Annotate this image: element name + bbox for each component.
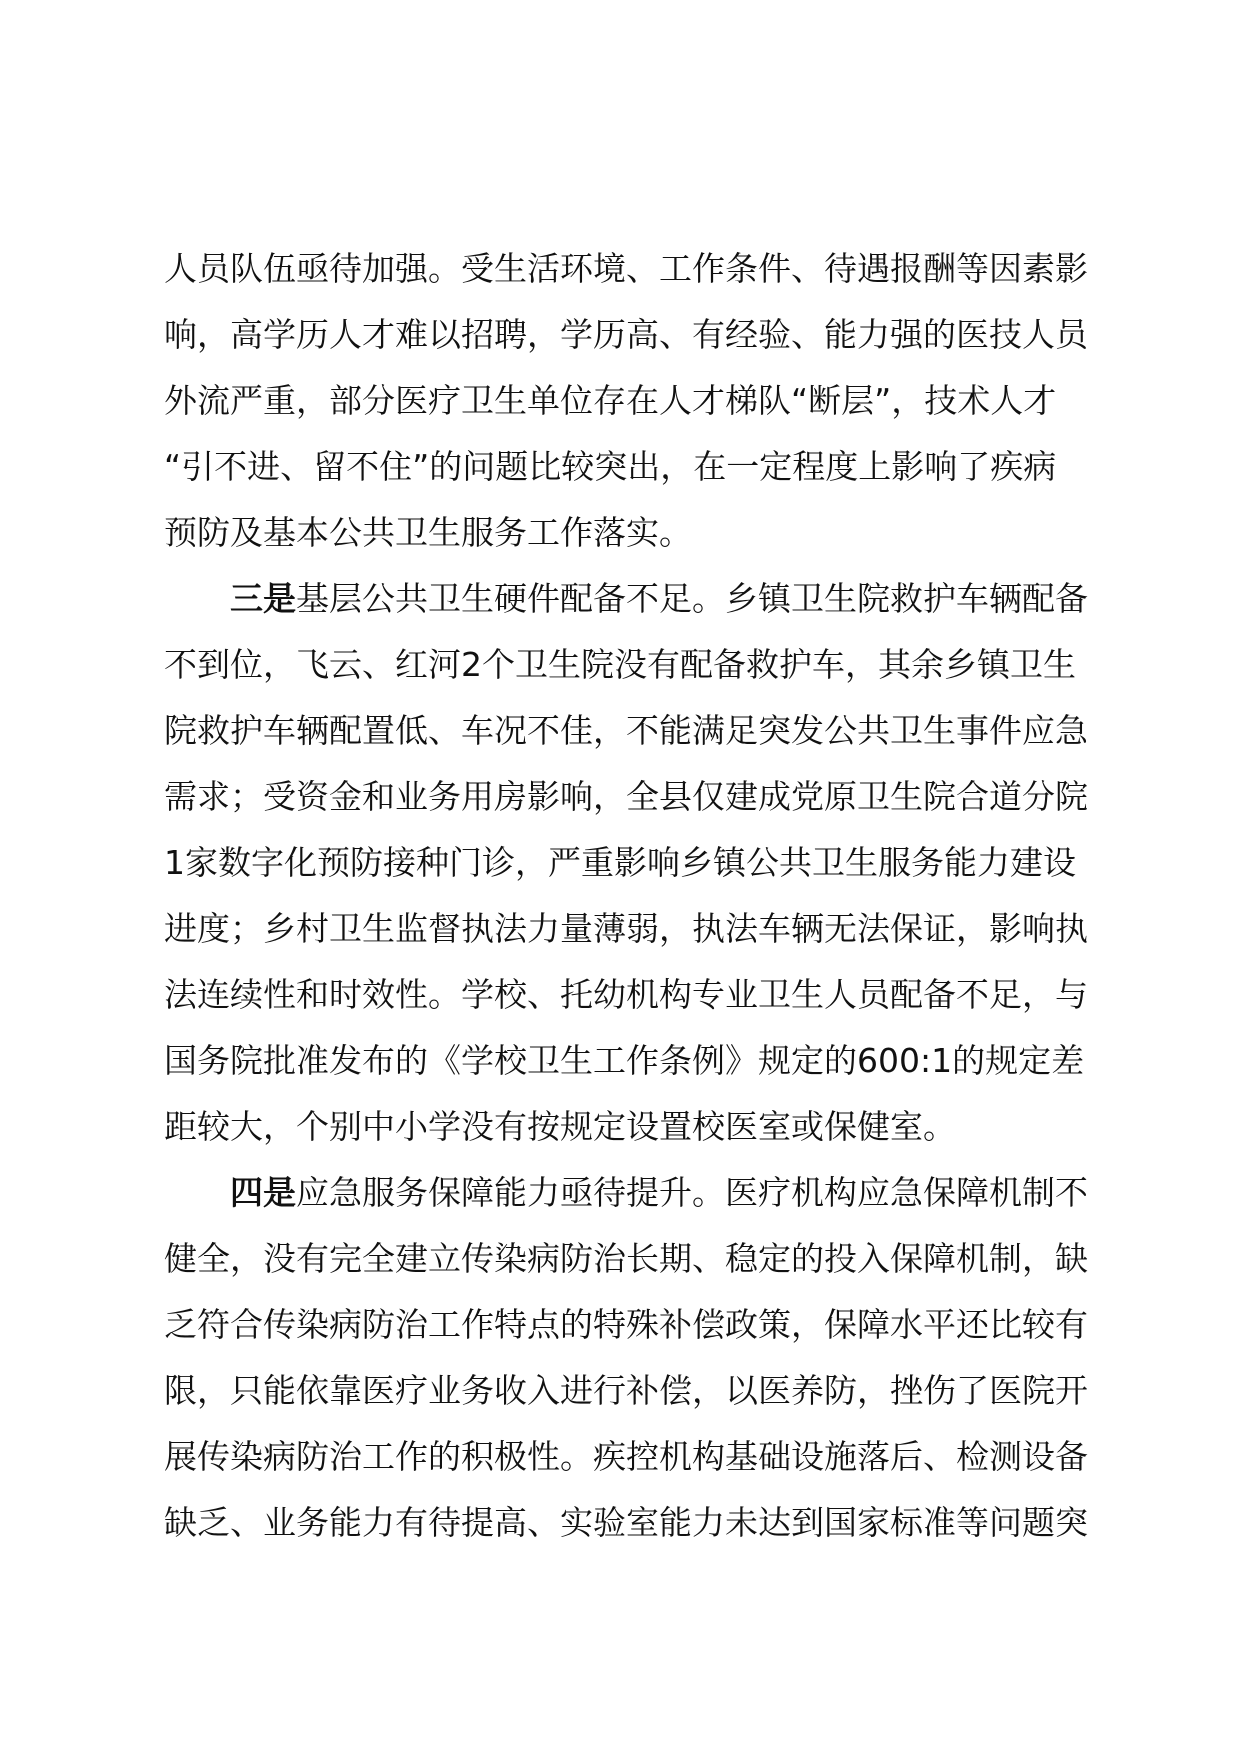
paragraph-line: 响，高学历人才难以招聘，学历高、有经验、能力强的医技人员 <box>164 315 1088 354</box>
paragraph-line-text: 应急服务保障能力亟待提升。医疗机构应急保障机制不 <box>296 1173 1088 1212</box>
paragraph-line: 需求；受资金和业务用房影响，全县仅建成党原卫生院合道分院 <box>164 777 1088 816</box>
paragraph-line-text: 基层公共卫生硬件配备不足。乡镇卫生院救护车辆配备 <box>296 579 1088 618</box>
paragraph-first-line <box>164 566 1100 632</box>
paragraph-line: 外流严重，部分医疗卫生单位存在人才梯队“断层”，技术人才 <box>164 381 1057 420</box>
paragraph-line: 法连续性和时效性。学校、托幼机构专业卫生人员配备不足，与 <box>164 975 1088 1014</box>
paragraph-line: 健全，没有完全建立传染病防治长期、稳定的投入保障机制，缺 <box>164 1239 1088 1278</box>
paragraph-line: 展传染病防治工作的积极性。疾控机构基础设施落后、检测设备 <box>164 1437 1088 1476</box>
paragraph-line: 1家数字化预防接种门诊，严重影响乡镇公共卫生服务能力建设 <box>164 843 1076 882</box>
paragraph-first-line <box>164 1160 1100 1226</box>
paragraph-lead-label: 三是 <box>230 579 296 618</box>
paragraph-line: 进度；乡村卫生监督执法力量薄弱，执法车辆无法保证，影响执 <box>164 909 1088 948</box>
paragraph-line: 不到位，飞云、红河2个卫生院没有配备救护车，其余乡镇卫生 <box>164 645 1076 684</box>
paragraph-lead-label: 四是 <box>230 1173 296 1212</box>
paragraph-2 <box>164 566 1100 1160</box>
paragraph-line: 距较大，个别中小学没有按规定设置校医室或保健室。 <box>164 1107 956 1146</box>
paragraph-line: 缺乏、业务能力有待提高、实验室能力未达到国家标准等问题突 <box>164 1503 1088 1542</box>
paragraph-line: 人员队伍亟待加强。受生活环境、工作条件、待遇报酬等因素影 <box>164 249 1088 288</box>
paragraph-1 <box>164 236 1100 566</box>
paragraph-line: 乏符合传染病防治工作特点的特殊补偿政策，保障水平还比较有 <box>164 1305 1088 1344</box>
paragraph-line: 院救护车辆配置低、车况不佳，不能满足突发公共卫生事件应急 <box>164 711 1088 750</box>
paragraph-3 <box>164 1160 1100 1556</box>
paragraph-line: 预防及基本公共卫生服务工作落实。 <box>164 513 692 552</box>
paragraph-line: 国务院批准发布的《学校卫生工作条例》规定的600:1的规定差 <box>164 1041 1085 1080</box>
paragraph-line: “引不进、留不住”的问题比较突出，在一定程度上影响了疾病 <box>164 447 1057 486</box>
paragraph-line: 限，只能依靠医疗业务收入进行补偿，以医养防，挫伤了医院开 <box>164 1371 1088 1410</box>
document-body <box>164 236 1100 1556</box>
